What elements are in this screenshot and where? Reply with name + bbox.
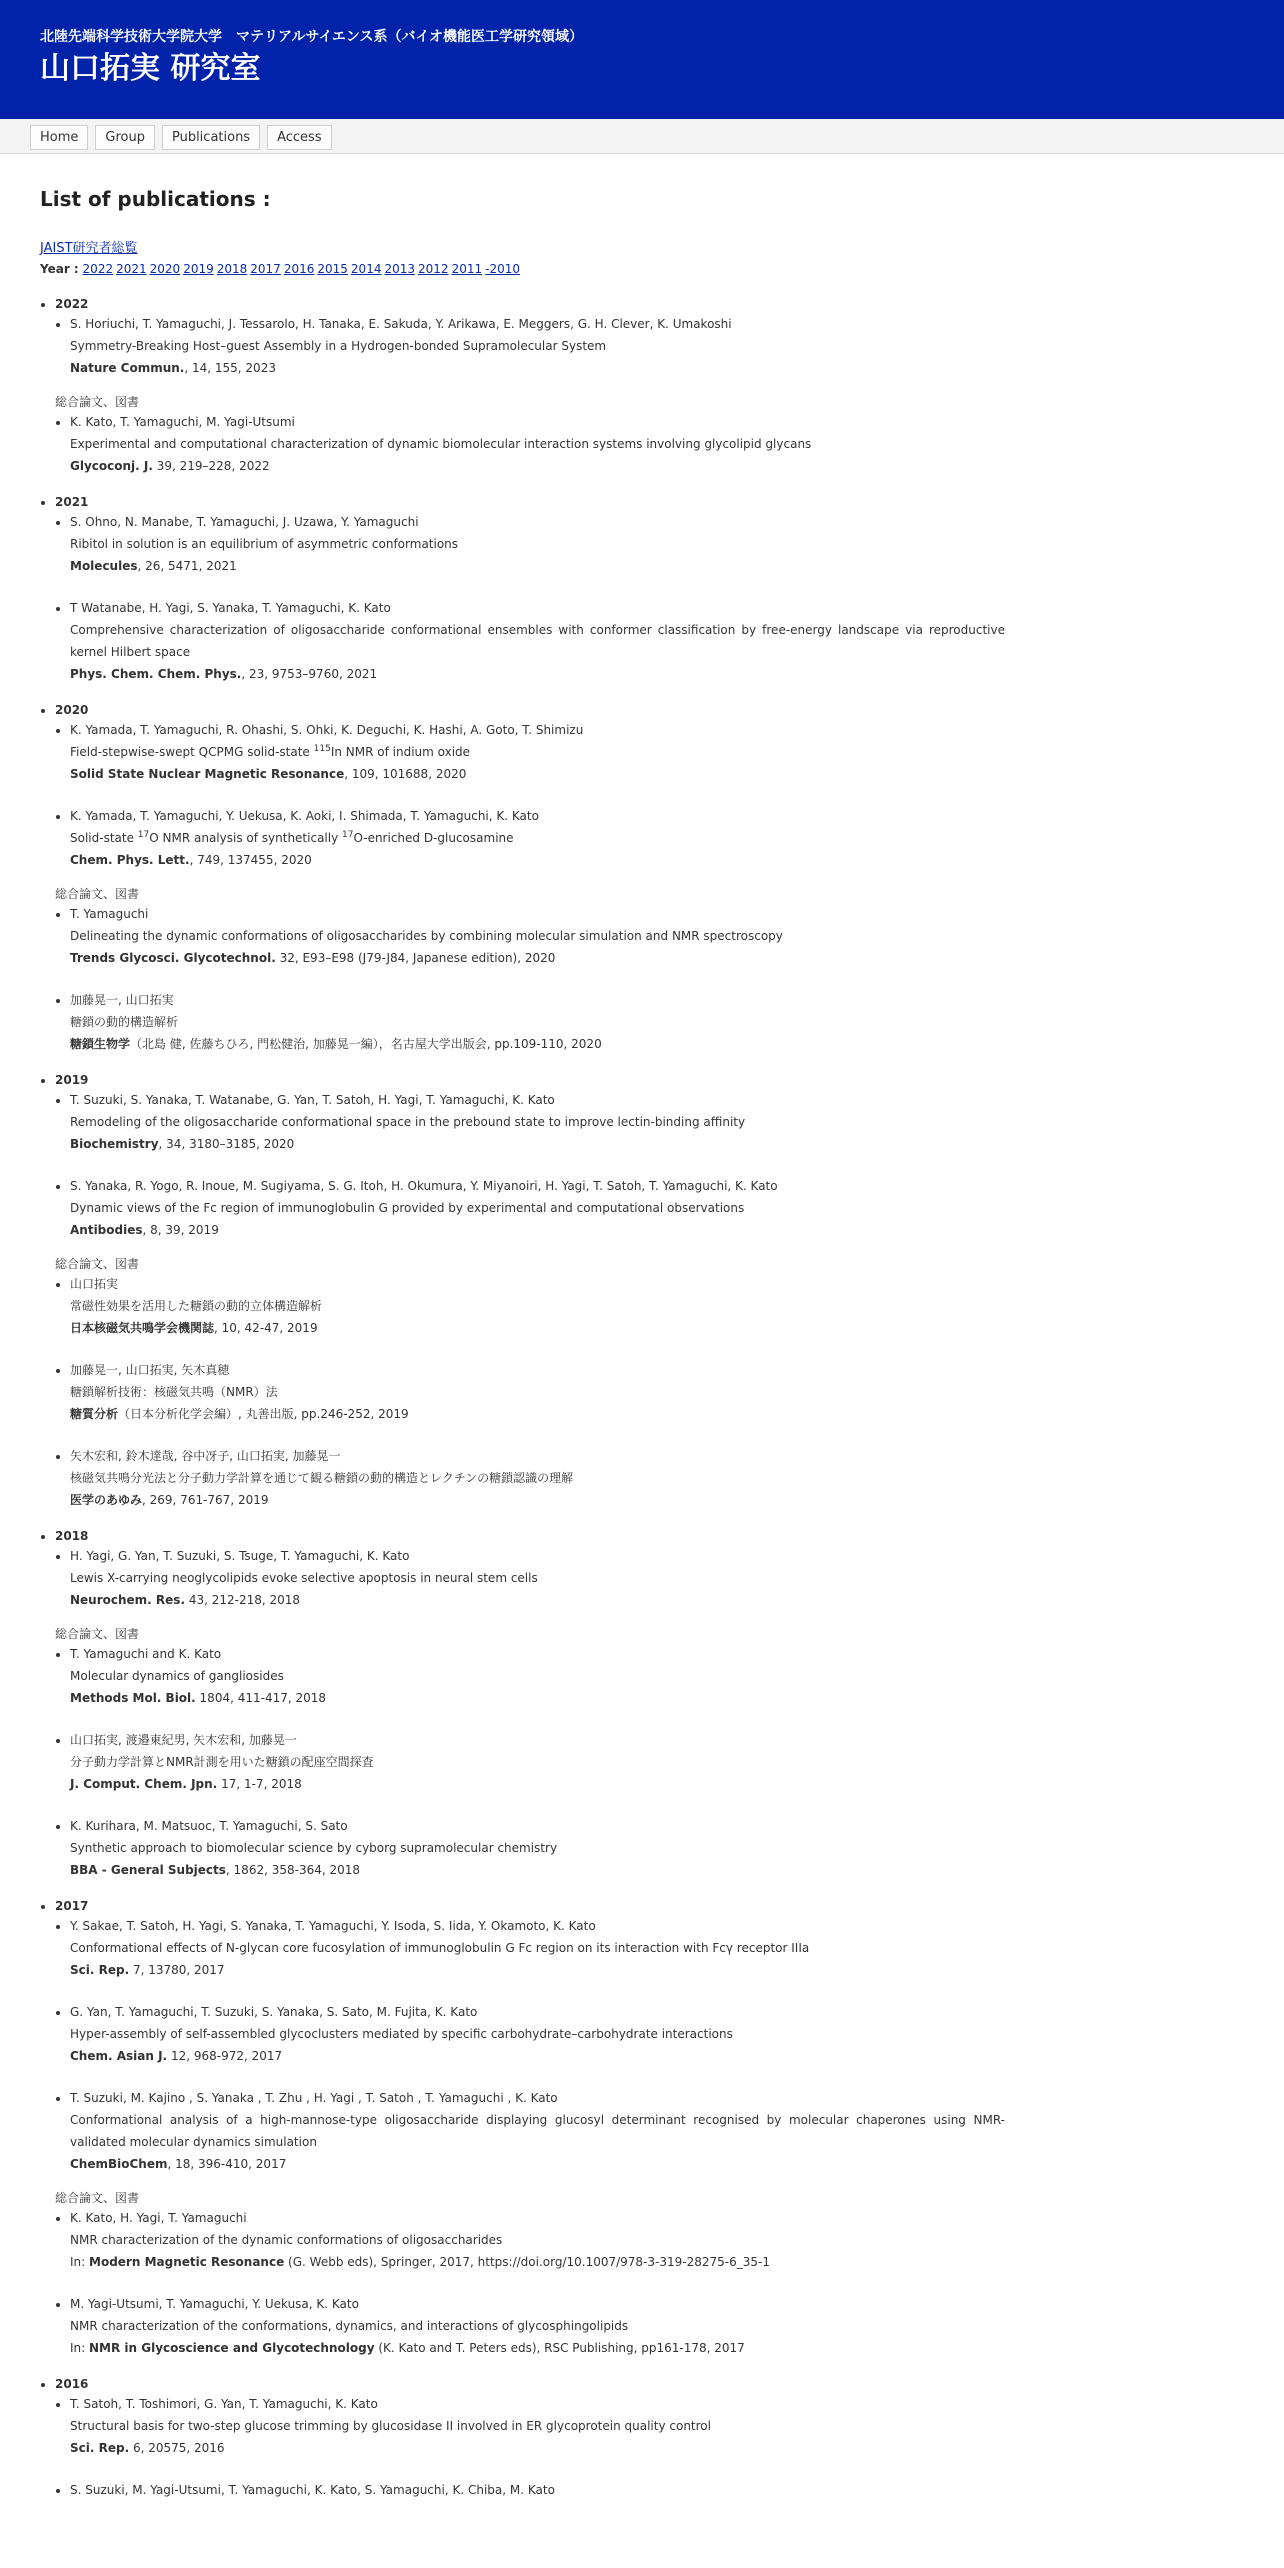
- year-link[interactable]: 2013: [384, 262, 416, 276]
- citation-details: , 23, 9753–9760, 2021: [241, 667, 378, 681]
- publication-authors: • S. Horiuchi, T. Yamaguchi, J. Tessarolo, H. Tanaka, E. Sakuda, Y. Arikawa, E. Meggers, G. H. Clever, K. Umakoshi: [70, 317, 732, 331]
- publication-authors: • K. Kato, T. Yamaguchi, M. Yagi-Utsumi: [70, 415, 295, 429]
- publication-item: [70, 989, 1005, 1055]
- publication-authors: • H. Yagi, G. Yan, T. Suzuki, S. Tsuge, T. Yamaguchi, K. Kato: [70, 1549, 410, 1563]
- publication-authors: • K. Kurihara, M. Matsuoc, T. Yamaguchi, S. Sato: [70, 1819, 348, 1833]
- citation-details: 43, 212-218, 2018: [185, 1593, 301, 1607]
- publication-item: [70, 1273, 1005, 1339]
- year-nav-label: Year :: [40, 262, 79, 276]
- publication-title: Field-stepwise-swept QCPMG solid-state $^{115}$In NMR of indium oxide: [70, 744, 471, 759]
- main-content: [0, 154, 1045, 2501]
- journal-name: Modern Magnetic Resonance: [89, 2255, 285, 2269]
- journal-name: 医学のあゆみ: [70, 1493, 143, 1507]
- publication-item: [70, 1915, 1005, 1981]
- journal-name: Sci. Rep.: [70, 1963, 130, 1977]
- publication-item: [70, 2479, 1005, 2501]
- publication-authors: • T. Yamaguchi and K. Kato: [70, 1647, 222, 1661]
- journal-name: Chem. Phys. Lett.: [70, 853, 190, 867]
- publication-item: [70, 2087, 1005, 2175]
- year-section: [55, 1897, 1005, 2359]
- publication-citation: [70, 2437, 1005, 2459]
- publication-citation: [70, 1033, 1005, 1055]
- publication-citation: [70, 663, 1005, 685]
- jaist-directory-link[interactable]: JAIST研究者総覧: [40, 241, 138, 256]
- publication-citation: [70, 357, 1005, 379]
- journal-name: Chem. Asian J.: [70, 2049, 168, 2063]
- publication-item: [70, 411, 1005, 477]
- citation-prefix: In:: [70, 2255, 90, 2269]
- citation-details: 1804, 411-417, 2018: [195, 1691, 327, 1705]
- publication-title: Synthetic approach to biomolecular science by cyborg supramolecular chemistry: [70, 1841, 558, 1855]
- citation-details: , 749, 137455, 2020: [189, 853, 312, 867]
- publication-authors: • S. Ohno, N. Manabe, T. Yamaguchi, J. Uzawa, Y. Yamaguchi: [70, 515, 419, 529]
- year-link[interactable]: 2021: [116, 262, 147, 276]
- citation-details: 7, 13780, 2017: [129, 1963, 225, 1977]
- publication-title: 核磁気共鳴分光法と分子動力学計算を通じて観る糖鎖の動的構造とレクチンの糖鎖認識の理解: [70, 1471, 574, 1485]
- publication-citation: [70, 1403, 1005, 1425]
- citation-details: 6, 20575, 2016: [129, 2441, 225, 2455]
- publication-title: Experimental and computational characterization of dynamic biomolecular interaction systems involving glycolipid glycans: [70, 437, 812, 451]
- publication-title: NMR characterization of the conformations, dynamics, and interactions of glycosphingolipids: [70, 2319, 629, 2333]
- publication-item: [70, 1643, 1005, 1709]
- publication-item: [70, 2293, 1005, 2359]
- nav-group[interactable]: Group: [95, 125, 155, 150]
- citation-details: , 14, 155, 2023: [184, 361, 276, 375]
- journal-name: Glycoconj. J.: [70, 459, 153, 473]
- publication-authors: • T. Suzuki, M. Kajino , S. Yanaka , T. Zhu , H. Yagi , T. Satoh , T. Yamaguchi , K. Kato: [70, 2091, 558, 2105]
- year-link[interactable]: 2011: [451, 262, 483, 276]
- publication-title: Hyper-assembly of self-assembled glycoclusters mediated by specific carbohydrate–carbohydrate interactions: [70, 2027, 733, 2041]
- review-books-label: 総合論文、図書: [55, 2191, 140, 2205]
- publication-citation: [70, 1589, 1005, 1611]
- publication-list: [55, 1643, 1005, 1881]
- publication-title: Lewis X-carrying neoglycolipids evoke selective apoptosis in neural stem cells: [70, 1571, 538, 1585]
- year-link[interactable]: 2019: [183, 262, 214, 276]
- citation-prefix: In:: [70, 2341, 90, 2355]
- citation-details: （日本分析化学会編）, 丸善出版, pp.246-252, 2019: [118, 1407, 409, 1421]
- year-section: [55, 493, 1005, 685]
- journal-name: 糖鎖生物学: [70, 1037, 131, 1051]
- publication-authors: • T. Suzuki, S. Yanaka, T. Watanabe, G. Yan, T. Satoh, H. Yagi, T. Yamaguchi, K. Kato: [70, 1093, 555, 1107]
- review-books-label: 総合論文、図書: [55, 887, 140, 901]
- nav-publications[interactable]: Publications: [162, 125, 260, 150]
- publication-authors: • T. Satoh, T. Toshimori, G. Yan, T. Yamaguchi, K. Kato: [70, 2397, 378, 2411]
- publication-authors: • 加藤晃一, 山口拓実, 矢木真穂: [70, 1363, 230, 1377]
- review-books-label: 総合論文、図書: [55, 1627, 140, 1641]
- publication-list: [55, 511, 1005, 685]
- publication-authors: • M. Yagi-Utsumi, T. Yamaguchi, Y. Uekusa, K. Kato: [70, 2297, 359, 2311]
- journal-name: NMR in Glycoscience and Glycotechnology: [89, 2341, 375, 2355]
- journal-name: J. Comput. Chem. Jpn.: [70, 1777, 218, 1791]
- review-books-label: 総合論文、図書: [55, 395, 140, 409]
- publication-item: [70, 1089, 1005, 1155]
- publication-item: [70, 2001, 1005, 2067]
- publication-list: [55, 2207, 1005, 2359]
- year-heading: • 2022: [55, 297, 89, 311]
- publication-item: [70, 1729, 1005, 1795]
- publication-authors: • K. Yamada, T. Yamaguchi, Y. Uekusa, K. Aoki, I. Shimada, T. Yamaguchi, K. Kato: [70, 809, 539, 823]
- citation-details: , 10, 42-47, 2019: [214, 1321, 318, 1335]
- publication-citation: [70, 849, 1005, 871]
- publication-title: 糖鎖解析技術：核磁気共鳴（NMR）法: [70, 1385, 278, 1399]
- publication-title: Ribitol in solution is an equilibrium of asymmetric conformations: [70, 537, 459, 551]
- year-section: [55, 2375, 1005, 2501]
- main-nav: [0, 119, 1284, 154]
- publication-citation: [70, 1859, 1005, 1881]
- publication-title: NMR characterization of the dynamic conformations of oligosaccharides: [70, 2233, 503, 2247]
- publication-citation: [70, 763, 1005, 785]
- publication-item: [70, 511, 1005, 577]
- publication-list: [55, 2393, 1005, 2501]
- citation-details: , 1862, 358-364, 2018: [225, 1863, 361, 1877]
- nav-home[interactable]: Home: [30, 125, 88, 150]
- publication-authors: • T Watanabe, H. Yagi, S. Yanaka, T. Yamaguchi, K. Kato: [70, 601, 391, 615]
- citation-details: 32, E93–E98 (J79-J84, Japanese edition), 2020: [275, 951, 556, 965]
- site-header: [0, 0, 1284, 119]
- year-link[interactable]: 2014: [350, 262, 382, 276]
- journal-name: Solid State Nuclear Magnetic Resonance: [70, 767, 345, 781]
- year-heading: • 2018: [55, 1529, 89, 1543]
- journal-name: 糖質分析: [70, 1407, 119, 1421]
- publication-title: 分子動力学計算とNMR計測を用いた糖鎖の配座空間探査: [70, 1755, 374, 1769]
- review-books-label: 総合論文、図書: [55, 1257, 140, 1271]
- year-link[interactable]: 2012: [418, 262, 449, 276]
- year-link[interactable]: 2017: [250, 262, 281, 276]
- publication-authors: • 山口拓実, 渡邉東紀男, 矢木宏和, 加藤晃一: [70, 1733, 297, 1747]
- publication-title: Solid-state $^{17}$O NMR analysis of synthetically $^{17}$O-enriched D-glucosamine: [70, 830, 514, 845]
- publication-title: Dynamic views of the Fc region of immunoglobulin G provided by experimental and computational observations: [70, 1201, 745, 1215]
- publication-item: [70, 1359, 1005, 1425]
- citation-details: (K. Kato and T. Peters eds), RSC Publishing, pp161-178, 2017: [374, 2341, 745, 2355]
- publication-title: 常磁性効果を活用した糖鎖の動的立体構造解析: [70, 1299, 323, 1313]
- year-nav: [40, 261, 1005, 277]
- year-link[interactable]: 2020: [149, 262, 181, 276]
- publication-authors: • 山口拓実: [70, 1277, 119, 1291]
- citation-details: , 18, 396-410, 2017: [167, 2157, 287, 2171]
- journal-name: Molecules: [70, 559, 138, 573]
- year-link[interactable]: 2022: [82, 262, 114, 276]
- publication-year-list: [40, 295, 1005, 2501]
- nav-access[interactable]: Access: [267, 125, 332, 150]
- citation-details: (G. Webb eds), Springer, 2017, https://doi.org/10.1007/978-3-319-28275-6_35-1: [284, 2255, 770, 2269]
- publication-citation: [70, 2045, 1005, 2067]
- publication-citation: [70, 2337, 1005, 2359]
- publication-item: [70, 1545, 1005, 1611]
- citation-details: （北島 健, 佐藤ちひろ, 門松健治, 加藤晃一編），名古屋大学出版会, pp.109-110, 2020: [130, 1037, 602, 1051]
- publication-item: [70, 2393, 1005, 2459]
- year-heading: • 2021: [55, 495, 89, 509]
- journal-name: Methods Mol. Biol.: [70, 1691, 196, 1705]
- publication-item: [70, 1175, 1005, 1241]
- citation-details: 12, 968-972, 2017: [167, 2049, 283, 2063]
- year-heading: • 2019: [55, 1073, 89, 1087]
- publication-list: [55, 411, 1005, 477]
- year-link[interactable]: 2018: [216, 262, 248, 276]
- publication-list: [55, 719, 1005, 871]
- citation-details: 17, 1-7, 2018: [217, 1777, 302, 1791]
- publication-item: [70, 1445, 1005, 1511]
- publication-item: [70, 1815, 1005, 1881]
- publication-citation: [70, 1317, 1005, 1339]
- university-name: 北陸先端科学技術大学院大学 マテリアルサイエンス系（バイオ機能医工学研究領域）: [40, 29, 584, 45]
- citation-details: 39, 219–228, 2022: [152, 459, 270, 473]
- publication-list: [55, 903, 1005, 1055]
- publication-citation: [70, 1133, 1005, 1155]
- publication-item: [70, 2207, 1005, 2273]
- publication-authors: • T. Yamaguchi: [70, 907, 149, 921]
- journal-name: Sci. Rep.: [70, 2441, 130, 2455]
- publication-authors: • Y. Sakae, T. Satoh, H. Yagi, S. Yanaka, T. Yamaguchi, Y. Isoda, S. Iida, Y. Okamoto, K. Kato: [70, 1919, 596, 1933]
- publication-title: Structural basis for two-step glucose trimming by glucosidase II involved in ER glycoprotein quality control: [70, 2419, 711, 2433]
- publication-citation: [70, 2251, 1005, 2273]
- journal-name: Antibodies: [70, 1223, 143, 1237]
- publication-item: [70, 313, 1005, 379]
- publication-list: [55, 1089, 1005, 1241]
- publication-citation: [70, 947, 1005, 969]
- publication-title: Conformational analysis of a high-mannose-type oligosaccharide displaying glucosyl determinant recognised by molecular chaperones using NMR-validated molecular dynamics simulation: [70, 2113, 1005, 2149]
- publication-title: 糖鎖の動的構造解析: [70, 1015, 179, 1029]
- journal-name: ChemBioChem: [70, 2157, 168, 2171]
- citation-details: , 269, 761-767, 2019: [142, 1493, 269, 1507]
- year-heading: • 2020: [55, 703, 89, 717]
- year-link[interactable]: 2015: [317, 262, 348, 276]
- publication-authors: • S. Suzuki, M. Yagi-Utsumi, T. Yamaguchi, K. Kato, S. Yamaguchi, K. Chiba, M. Kato: [70, 2483, 555, 2497]
- publication-item: [70, 805, 1005, 871]
- publication-title: Delineating the dynamic conformations of oligosaccharides by combining molecular simulation and NMR spectroscopy: [70, 929, 783, 943]
- citation-details: , 8, 39, 2019: [142, 1223, 219, 1237]
- publication-citation: [70, 1959, 1005, 1981]
- publication-title: Conformational effects of N-glycan core fucosylation of immunoglobulin G Fc region on its interaction with Fcγ receptor IIIa: [70, 1941, 810, 1955]
- publication-citation: [70, 1687, 1005, 1709]
- publication-authors: • 矢木宏和, 鈴木達哉, 谷中冴子, 山口拓実, 加藤晃一: [70, 1449, 341, 1463]
- citation-details: , 26, 5471, 2021: [137, 559, 237, 573]
- lab-name: 山口拓実 研究室: [40, 51, 261, 86]
- publication-authors: • G. Yan, T. Yamaguchi, T. Suzuki, S. Yanaka, S. Sato, M. Fujita, K. Kato: [70, 2005, 478, 2019]
- publication-citation: [70, 1773, 1005, 1795]
- journal-name: Biochemistry: [70, 1137, 159, 1151]
- publication-item: [70, 903, 1005, 969]
- publication-citation: [70, 2153, 1005, 2175]
- year-section: [55, 295, 1005, 477]
- page-title: List of publications :: [40, 187, 271, 211]
- year-section: [55, 1527, 1005, 1881]
- journal-name: Nature Commun.: [70, 361, 185, 375]
- publication-citation: [70, 555, 1005, 577]
- publication-title: Comprehensive characterization of oligosaccharide conformational ensembles with conformer classification by free-energy landscape via reproductive kernel Hilbert space: [70, 623, 1005, 659]
- journal-name: BBA - General Subjects: [70, 1863, 226, 1877]
- citation-details: , 109, 101688, 2020: [344, 767, 467, 781]
- publication-authors: • S. Yanaka, R. Yogo, R. Inoue, M. Sugiyama, S. G. Itoh, H. Okumura, Y. Miyanoiri, H. Yagi, T. Satoh, T. Yamaguchi, K. Kato: [70, 1179, 778, 1193]
- publication-citation: [70, 1489, 1005, 1511]
- publication-list: [55, 1915, 1005, 2175]
- publication-list: [55, 313, 1005, 379]
- year-section: [55, 701, 1005, 1055]
- year-heading: • 2017: [55, 1899, 89, 1913]
- publication-title: Symmetry-Breaking Host–guest Assembly in a Hydrogen-bonded Supramolecular System: [70, 339, 607, 353]
- publication-list: [55, 1273, 1005, 1511]
- citation-details: , 34, 3180–3185, 2020: [158, 1137, 295, 1151]
- publication-authors: • 加藤晃一, 山口拓実: [70, 993, 174, 1007]
- year-heading: • 2016: [55, 2377, 89, 2391]
- publication-item: [70, 719, 1005, 785]
- publication-authors: • K. Kato, H. Yagi, T. Yamaguchi: [70, 2211, 247, 2225]
- journal-name: Phys. Chem. Chem. Phys.: [70, 667, 242, 681]
- publication-title: Molecular dynamics of gangliosides: [70, 1669, 284, 1683]
- journal-name: Trends Glycosci. Glycotechnol.: [70, 951, 276, 965]
- publication-citation: [70, 1219, 1005, 1241]
- publication-authors: • K. Yamada, T. Yamaguchi, R. Ohashi, S. Ohki, K. Deguchi, K. Hashi, A. Goto, T. Shimizu: [70, 723, 584, 737]
- year-link[interactable]: 2016: [283, 262, 315, 276]
- publication-citation: [70, 455, 1005, 477]
- journal-name: Neurochem. Res.: [70, 1593, 186, 1607]
- journal-name: 日本核磁気共鳴学会機関誌: [70, 1321, 215, 1335]
- publication-title: Remodeling of the oligosaccharide conformational space in the prebound state to improve lectin-binding affinity: [70, 1115, 746, 1129]
- year-section: [55, 1071, 1005, 1511]
- year-link[interactable]: -2010: [485, 262, 520, 276]
- publication-list: [55, 1545, 1005, 1611]
- publication-item: [70, 597, 1005, 685]
